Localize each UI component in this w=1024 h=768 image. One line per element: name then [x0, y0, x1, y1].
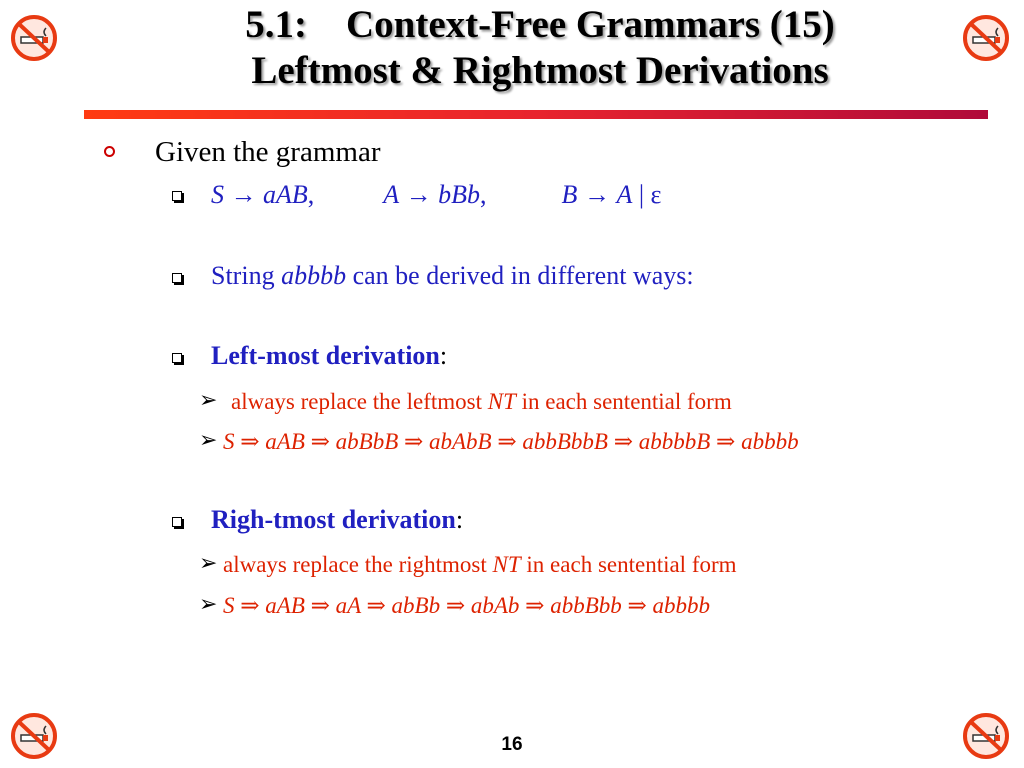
rule-2 [383, 180, 486, 209]
rightmost-colon: : [455, 505, 464, 534]
string-line [211, 261, 694, 291]
no-smoking-icon [10, 14, 58, 62]
rule-3-arrow: → [577, 180, 617, 209]
leftmost-desc-nt: NT [487, 389, 516, 414]
rightmost-heading [211, 505, 463, 535]
string-word: abbbb [281, 261, 347, 290]
arrow-bullet-icon: ➢ [199, 592, 218, 617]
no-smoking-icon [962, 14, 1010, 62]
string-line-post: can be derived in different ways: [346, 261, 694, 290]
grammar-rules [211, 180, 661, 210]
square-bullet-icon [172, 191, 182, 201]
arrow-bullet-icon: ➢ [199, 551, 218, 576]
rule-2-sep: , [480, 180, 487, 209]
rightmost-heading-text: Righ-tmost derivation [211, 505, 456, 534]
leftmost-description [231, 389, 732, 415]
rightmost-description [223, 552, 737, 578]
page-number: 16 [501, 734, 523, 755]
square-bullet-icon [172, 353, 182, 363]
leftmost-heading-text: Left-most derivation [211, 341, 440, 370]
rule-3 [562, 180, 662, 209]
rule-3-rhs: A [616, 180, 633, 209]
rule-1-arrow: → [224, 180, 263, 209]
rule-1 [211, 180, 314, 209]
no-smoking-icon [10, 712, 58, 760]
rightmost-desc-pre: always replace the rightmost [223, 552, 493, 577]
leftmost-desc-post: in each sentential form [515, 389, 732, 414]
rightmost-derivation: S ⇒ aAB ⇒ aA ⇒ abBb ⇒ abAb ⇒ abbBbb ⇒ abbbb [223, 593, 711, 618]
title-line-2: Leftmost & Rightmost Derivations [251, 49, 829, 92]
arrow-bullet-icon: ➢ [199, 388, 218, 413]
rule-3-lhs: B [561, 180, 578, 209]
square-bullet-icon [172, 273, 182, 283]
square-bullet-icon [172, 517, 182, 527]
circle-bullet-icon [104, 146, 115, 157]
leftmost-derivation: S ⇒ aAB ⇒ abBbB ⇒ abAbB ⇒ abbBbbB ⇒ abbbbB ⇒ abbbb [223, 429, 799, 454]
rule-2-lhs: A [383, 180, 400, 209]
title-rule [84, 110, 988, 119]
arrow-bullet-icon: ➢ [199, 428, 218, 453]
title-line-1: 5.1: Context-Free Grammars (15) [245, 3, 835, 46]
rightmost-desc-post: in each sentential form [520, 552, 737, 577]
slide-title [130, 2, 950, 94]
rule-1-sep: , [307, 180, 315, 209]
rule-2-rhs: bBb [438, 180, 481, 209]
leftmost-heading [211, 341, 447, 371]
string-line-pre: String [211, 261, 282, 290]
rule-1-lhs: S [211, 180, 224, 209]
rightmost-desc-nt: NT [492, 552, 521, 577]
no-smoking-icon [962, 712, 1010, 760]
given-grammar-text: Given the grammar [155, 136, 381, 168]
rule-3-alt: | ε [632, 180, 662, 209]
leftmost-colon: : [439, 341, 448, 370]
rule-2-arrow: → [399, 180, 439, 209]
leftmost-desc-pre: always replace the leftmost [231, 389, 488, 414]
rule-1-rhs: aAB [263, 180, 308, 209]
